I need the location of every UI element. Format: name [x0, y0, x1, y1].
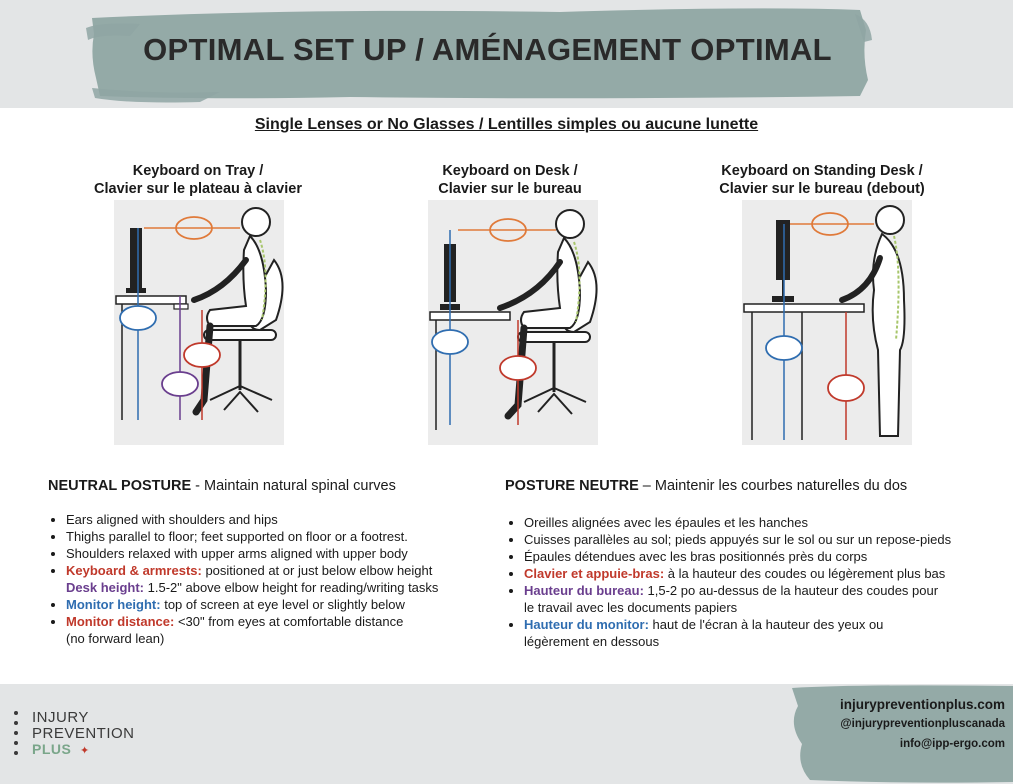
bullet-text: Cuisses parallèles au sol; pieds appuyés sur le sol ou sur un repose-pieds [524, 532, 952, 547]
panel-title-desk-fr: Clavier sur le bureau [438, 181, 582, 197]
bullet-item [66, 630, 516, 647]
bullet-label: Hauteur du monitor: [524, 617, 649, 632]
bullet-item [524, 514, 1013, 531]
logo-dots-icon [14, 711, 18, 761]
bullet-item [524, 565, 1013, 582]
panel-title-desk-en: Keyboard on Desk / [442, 163, 578, 179]
bullet-text: haut de l'écran à la hauteur des yeux ou [648, 617, 884, 632]
bullet-label: Monitor height: [66, 597, 161, 612]
bullet-item [66, 528, 516, 545]
bullet-text: (no forward lean) [66, 631, 165, 646]
bullet-item [524, 531, 1013, 548]
bullet-text: 1.5-2" above elbow height for reading/writing tasks [144, 580, 439, 595]
bullet-text: top of screen at eye level or slightly below [160, 597, 405, 612]
bullet-label: Hauteur du bureau: [524, 583, 644, 598]
bullet-text: 1,5-2 po au-dessus de la hauteur des coudes pour [643, 583, 939, 598]
bullet-text: Oreilles alignées avec les épaules et les hanches [524, 515, 809, 530]
illustration-standing-desk [742, 200, 912, 445]
bullet-text: Shoulders relaxed with upper arms aligned with upper body [66, 546, 408, 561]
bullet-item [524, 616, 1013, 633]
bullet-text: Épaules détendues avec les bras positionnés près du corps [524, 549, 868, 564]
french-heading-rest: – Maintenir les courbes naturelles du dos [638, 478, 908, 494]
email-link[interactable]: info@ipp-ergo.com [899, 738, 1005, 750]
bullet-item [524, 633, 1013, 650]
panel-title-standing-en: Keyboard on Standing Desk / [721, 163, 923, 179]
english-bullet-list [48, 511, 516, 647]
panel-title-tray-fr: Clavier sur le plateau à clavier [94, 181, 302, 197]
maple-leaf-icon: ✦ [80, 745, 90, 757]
page-title: OPTIMAL SET UP / AMÉNAGEMENT OPTIMAL [143, 32, 832, 67]
english-heading-rest: - Maintain natural spinal curves [191, 478, 396, 494]
bullet-label: Clavier et appuie-bras: [524, 566, 665, 581]
illustration-keyboard-desk [428, 200, 598, 445]
bullet-text: le travail avec les documents papiers [524, 600, 738, 615]
bullet-text: <30" from eyes at comfortable distance [174, 614, 404, 629]
bullet-label: Desk height: [66, 580, 145, 595]
bullet-text: Thighs parallel to floor; feet supported on floor or a footrest. [66, 529, 408, 544]
french-heading-bold: POSTURE NEUTRE [505, 478, 639, 494]
panel-title-standing [672, 162, 972, 198]
bullet-label: Keyboard & armrests: [66, 563, 202, 578]
bullet-label: Monitor distance: [66, 614, 175, 629]
english-heading-bold: NEUTRAL POSTURE [48, 478, 192, 494]
bullet-text: positioned at or just below elbow height [201, 563, 433, 578]
bullet-text: légèrement en dessous [524, 634, 660, 649]
panel-title-tray [48, 162, 348, 198]
bullet-item [524, 582, 1013, 599]
bullet-item [524, 548, 1013, 565]
logo-text-injury: INJURY [32, 709, 89, 726]
french-heading [505, 478, 907, 494]
panel-title-desk [360, 162, 660, 198]
french-bullet-list [506, 514, 1013, 650]
bullet-text: à la hauteur des coudes ou légèrement plus bas [664, 566, 946, 581]
injury-prevention-plus-logo [14, 708, 174, 768]
social-handle[interactable]: @injurypreventionpluscanada [840, 718, 1005, 730]
english-heading [48, 478, 396, 494]
website-link[interactable]: injurypreventionplus.com [839, 697, 1005, 712]
bullet-item [524, 599, 1013, 616]
bullet-item [66, 596, 516, 613]
panel-title-standing-fr: Clavier sur le bureau (debout) [719, 181, 925, 197]
bullet-item [66, 613, 516, 630]
subtitle: Single Lenses or No Glasses / Lentilles simples ou aucune lunette [254, 116, 759, 133]
bullet-item [66, 545, 516, 562]
bullet-item [66, 579, 516, 596]
bullet-item [66, 562, 516, 579]
panel-title-tray-en: Keyboard on Tray / [132, 163, 264, 179]
logo-text-plus: PLUS [32, 741, 72, 757]
logo-text-prevention: PREVENTION [32, 725, 135, 742]
illustration-keyboard-tray [114, 200, 284, 445]
bullet-text: Ears aligned with shoulders and hips [66, 512, 278, 527]
bullet-item [66, 511, 516, 528]
